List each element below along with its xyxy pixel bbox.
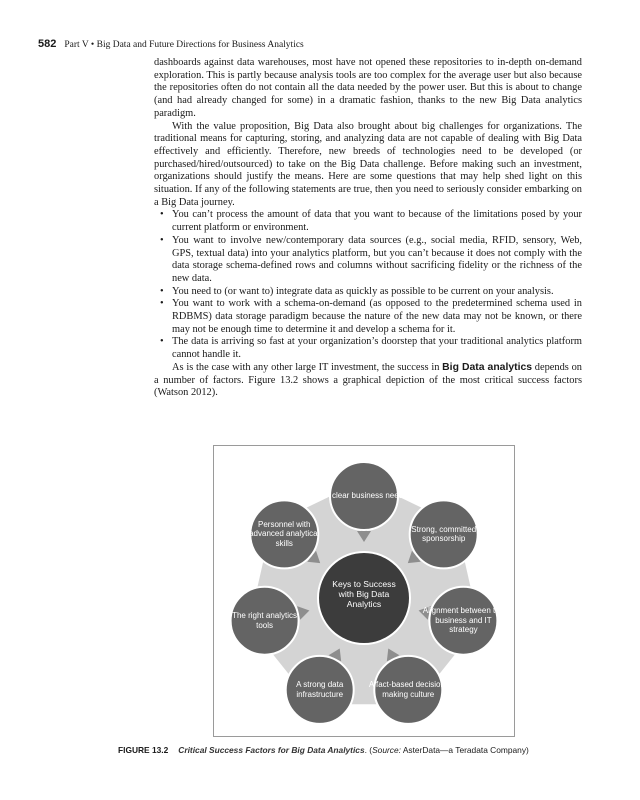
body-text [154, 57, 582, 400]
factor-label: A clear business need [324, 491, 404, 500]
caption-source-label: Source: [372, 745, 401, 755]
paragraph-2: With the value proposition, Big Data also brought about big challenges for organizations. The traditional means for capturing, storing, and analyzing data are not capable of dealing with Big Data effectively and efficiently. Therefore, new breeds of technologies need to be developed (or purchased/hired/outsourced) to take on the Big Data challenge. Before making such an investment, organizations should justify the means. Here are some questions that may help shed light on this situation. If any of the following statements are true, then you need to seriously consider embarking on a Big Data journey. [154, 120, 582, 208]
paragraph-1: dashboards against data warehouses, most have not opened these repositories to in-depth on-demand exploration. This is partly because analysis tools are too complex for the average user but also because the repositories often do not contain all the data needed by the power user. But this is about to change (and had already changed for some) in a dramatic fashion, thanks to the new Big Data analytics paradigm. [154, 57, 582, 119]
bullet-item: • You can’t process the amount of data that you want to because of the limitations posed by your current platform or environment. [154, 209, 582, 234]
paragraph-3-end: depends on a number of factors. Figure 13.2 shows a graphical depiction of the most critical success factors (Watson 2012). [154, 361, 583, 399]
caption-title: Critical Success Factors for Big Data Analytics [178, 745, 365, 755]
figure-13-2 [213, 445, 515, 737]
bullet-item: • You want to involve new/contemporary data sources (e.g., social media, RFID, sensory, Web, GPS, textual data) into your analytics platform, but you can’t because it does not comply with the data storage schema-defined rows and columns without sacrificing fidelity or the richness of the new data. [154, 235, 582, 286]
paragraph-3 [154, 362, 582, 400]
bullet-list [154, 209, 582, 361]
paragraph-3-start: As is the case with any other large IT investment, the success in [172, 361, 443, 373]
page-number: 582 [38, 38, 57, 50]
factor-label: Strong, committed sponsorship [411, 524, 477, 544]
bullet-item: • You want to work with a schema-on-demand (as opposed to the predetermined schema used in RDBMS) data storage paradigm because the nature of the new data may not be known, or there may not be enough time to determine it and develop a schema for it. [154, 298, 582, 336]
factor-label: Personnel with advanced analytical skills [249, 519, 320, 548]
key-term: Big Data analytics [442, 361, 533, 373]
running-head-text: Part V • Big Data and Future Directions for Business Analytics [64, 40, 304, 50]
factor-label: A strong data infrastructure [296, 680, 344, 699]
factor-label: The right analytics tools [232, 611, 297, 630]
caption-number: FIGURE 13.2 [118, 745, 169, 755]
figure-caption: FIGURE 13.2 Critical Success Factors for Big Data Analytics. (Source: AsterData—a Teradata Company) [118, 745, 529, 755]
bullet-item: • The data is arriving so fast at your organization’s doorstep that your traditional analytics platform cannot handle it. [154, 336, 582, 361]
caption-source: AsterData—a Teradata Company) [400, 745, 529, 755]
factor-label: A fact-based decision-making culture [368, 680, 448, 699]
center-label: Keys to Success with Big Data Analytics [332, 579, 396, 609]
factor-label: Alignment between the business and IT strategy [422, 606, 505, 635]
bullet-item: • You need to (or want to) integrate data as quickly as possible to be current on your analysis. [154, 286, 582, 299]
running-head [38, 38, 598, 54]
